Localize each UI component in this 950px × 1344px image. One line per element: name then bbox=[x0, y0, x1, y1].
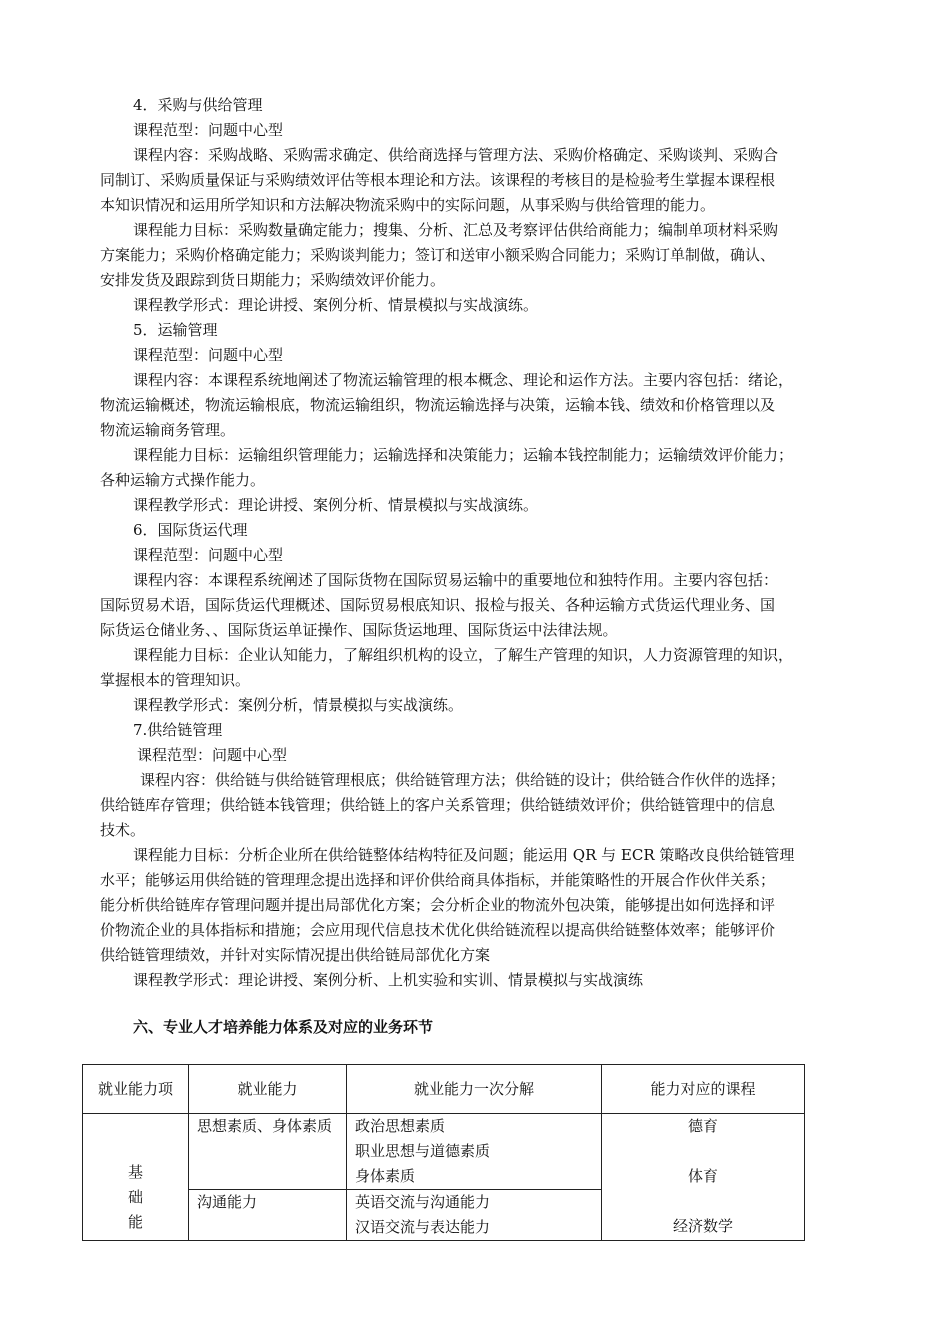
text-line: 能分析供给链库存管理问题并提出局部优化方案；会分析企业的物流外包决策，能够提出如何选择和评 bbox=[100, 896, 776, 914]
text-line: 课程教学形式：理论讲授、案例分析、情景模拟与实战演练。 bbox=[133, 296, 539, 314]
text-line: 课程内容：供给链与供给链管理根底；供给链管理方法；供给链的设计；供给链合作伙伴的选择； bbox=[140, 771, 786, 789]
header-course: 能力对应的课程 bbox=[602, 1065, 805, 1114]
text-line: 课程范型：问题中心型 bbox=[133, 546, 284, 564]
text-line: 课程范型：问题中心型 bbox=[133, 346, 284, 364]
text-line: 5．运输管理 bbox=[133, 321, 218, 339]
text-line: 4．采购与供给管理 bbox=[133, 96, 263, 114]
table-row bbox=[83, 1114, 805, 1190]
text-line: 课程范型：问题中心型 bbox=[137, 746, 288, 764]
category-cell: 基 础 能 bbox=[83, 1114, 189, 1241]
text-line: 技术。 bbox=[100, 821, 146, 839]
text-line: 课程能力目标：运输组织管理能力；运输选择和决策能力；运输本钱控制能力；运输绩效评价能力； bbox=[133, 446, 794, 464]
text-line: 水平；能够运用供给链的管理理念提出选择和评价供给商具体指标，并能策略性的开展合作伙伴关系； bbox=[100, 871, 776, 889]
document-body bbox=[100, 93, 865, 993]
text-line: 价物流企业的具体指标和措施；会应用现代信息技术优化供给链流程以提高供给链整体效率；能够评价 bbox=[100, 921, 776, 939]
text-line: 掌握根本的管理知识。 bbox=[100, 671, 251, 689]
text-line: 同制订、采购质量保证与采购绩效评估等根本理论和方法。该课程的考核目的是检验考生掌握本课程根 bbox=[100, 171, 776, 189]
text-line: 课程范型：问题中心型 bbox=[133, 121, 284, 139]
text-line: 安排发货及跟踪到货日期能力；采购绩效评价能力。 bbox=[100, 271, 446, 289]
text-line: 课程内容：本课程系统阐述了国际货物在国际贸易运输中的重要地位和独特作用。主要内容包括： bbox=[133, 571, 779, 589]
text-line: 供给链管理绩效，并针对实际情况提出供给链局部优化方案 bbox=[100, 946, 491, 964]
text-line: 6．国际货运代理 bbox=[133, 521, 248, 539]
ability-cell: 思想素质、身体素质 bbox=[189, 1114, 347, 1190]
header-ability: 就业能力 bbox=[189, 1065, 347, 1114]
text-line: 课程能力目标：采购数量确定能力；搜集、分析、汇总及考察评估供给商能力；编制单项材料采购 bbox=[133, 221, 779, 239]
section-heading: 六、专业人才培养能力体系及对应的业务环节 bbox=[133, 1018, 434, 1036]
text-line: 物流运输概述，物流运输根底，物流运输组织，物流运输选择与决策，运输本钱、绩效和价格管理以及 bbox=[100, 396, 776, 414]
text-line: 各种运输方式操作能力。 bbox=[100, 471, 266, 489]
text-line: 课程教学形式：理论讲授、案例分析、情景模拟与实战演练。 bbox=[133, 496, 539, 514]
table-header-row bbox=[83, 1065, 805, 1114]
text-line: 课程能力目标：分析企业所在供给链整体结构特征及问题；能运用 QR 与 ECR 策略改良供给链管理 bbox=[133, 846, 795, 864]
text-line: 物流运输商务管理。 bbox=[100, 421, 236, 439]
text-line: 课程教学形式：案例分析，情景模拟与实战演练。 bbox=[133, 696, 464, 714]
course-cell: 德育 体育 经济数学 bbox=[602, 1114, 805, 1241]
text-line: 国际贸易术语，国际货运代理概述、国际贸易根底知识、报检与报关、各种运输方式货运代理业务、国 bbox=[100, 596, 776, 614]
text-line: 课程能力目标：企业认知能力，了解组织机构的设立，了解生产管理的知识，人力资源管理的知识， bbox=[133, 646, 794, 664]
header-decomposition: 就业能力一次分解 bbox=[347, 1065, 602, 1114]
decomposition-cell: 英语交流与沟通能力 汉语交流与表达能力 bbox=[347, 1190, 602, 1241]
text-line: 本知识情况和运用所学知识和方法解决物流采购中的实际问题，从事采购与供给管理的能力。 bbox=[100, 196, 716, 214]
text-line: 际货运仓储业务、、国际货运单证操作、国际货运地理、国际货运中法律法规。 bbox=[100, 621, 618, 639]
text-line: 课程内容：采购战略、采购需求确定、供给商选择与管理方法、采购价格确定、采购谈判、采购合 bbox=[133, 146, 779, 164]
ability-table bbox=[82, 1064, 805, 1241]
text-line: 课程内容：本课程系统地阐述了物流运输管理的根本概念、理论和运作方法。主要内容包括：绪论， bbox=[133, 371, 794, 389]
text-line: 课程教学形式：理论讲授、案例分析、上机实验和实训、情景模拟与实战演练 bbox=[133, 971, 644, 989]
header-ability-item: 就业能力项 bbox=[83, 1065, 189, 1114]
text-line: 7.供给链管理 bbox=[133, 721, 223, 739]
text-line: 供给链库存管理；供给链本钱管理；供给链上的客户关系管理；供给链绩效评价；供给链管理中的信息 bbox=[100, 796, 776, 814]
ability-cell: 沟通能力 bbox=[189, 1190, 347, 1241]
text-line: 方案能力；采购价格确定能力；采购谈判能力；签订和送审小额采购合同能力；采购订单制做，确认、 bbox=[100, 246, 776, 264]
decomposition-cell: 政治思想素质 职业思想与道德素质 身体素质 bbox=[347, 1114, 602, 1190]
